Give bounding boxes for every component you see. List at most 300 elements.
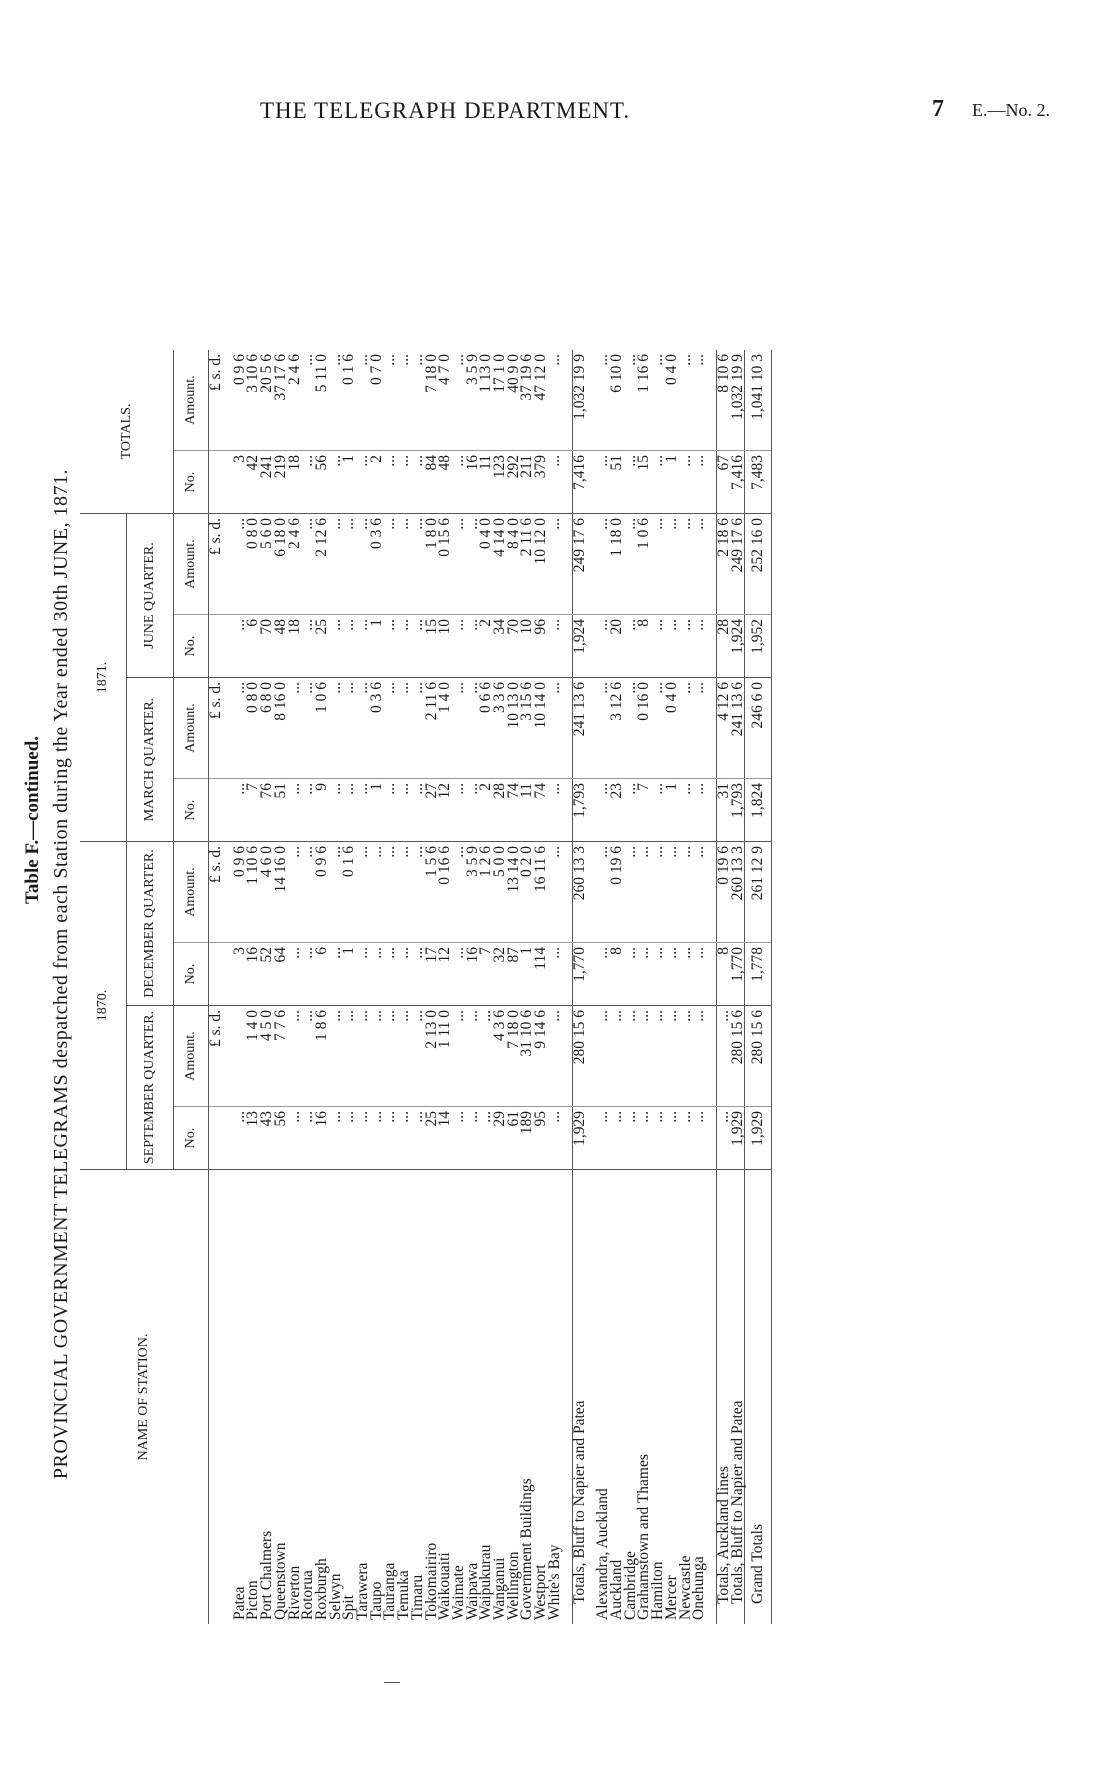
jun-no-cell: ... bbox=[383, 615, 397, 678]
dec-amt-cell: 260 13 3 bbox=[731, 842, 745, 943]
mar-amt-cell: 4 12 6 bbox=[716, 678, 730, 779]
mar-amt-cell: 3 15 6 bbox=[520, 678, 534, 779]
sep-no-cell: ... bbox=[301, 1107, 315, 1170]
sep-amt-cell: 31 10 6 bbox=[520, 1006, 534, 1107]
dec-amt-cell: ... bbox=[637, 842, 651, 943]
dec-amt-cell: ... bbox=[665, 842, 679, 943]
jun-no-cell: ... bbox=[624, 615, 638, 678]
station-name: Temuka bbox=[395, 1570, 413, 1620]
station-name: White's Bay bbox=[545, 1544, 563, 1620]
station-name: Tarawera bbox=[354, 1562, 372, 1620]
mar-no-cell: 9 bbox=[315, 779, 329, 842]
jun-no-cell: 34 bbox=[493, 615, 507, 678]
mar-no-cell: 1 bbox=[370, 779, 384, 842]
jun-amt-cell: 2 11 6 bbox=[520, 514, 534, 615]
sep-no-cell: ... bbox=[383, 1107, 397, 1170]
sep-no-cell: 14 bbox=[438, 1107, 452, 1170]
station-name: Mercer bbox=[662, 1575, 680, 1620]
sep-no-cell: ... bbox=[397, 1107, 411, 1170]
station-name: Waipukurau bbox=[477, 1544, 495, 1620]
sep-amt-cell: ... bbox=[679, 1006, 693, 1107]
station-name: Wellington bbox=[504, 1551, 522, 1620]
mar-amt-cell: ... bbox=[466, 678, 480, 779]
jun-amt-cell: 0 4 0 bbox=[479, 514, 493, 615]
station-name: Tauranga bbox=[381, 1562, 399, 1620]
table-row bbox=[397, 350, 411, 1624]
sep-no-cell: ... bbox=[610, 1107, 624, 1170]
tot-amt-cell: ... bbox=[548, 350, 562, 451]
tot-no-cell: 15 bbox=[637, 451, 651, 514]
dec-no-cell: 17 bbox=[425, 943, 439, 1006]
sep-no-cell: ... bbox=[679, 1107, 693, 1170]
mar-amt-cell: ... bbox=[651, 678, 665, 779]
jun-amt-cell: ... bbox=[651, 514, 665, 615]
sep-no-cell: 56 bbox=[274, 1107, 288, 1170]
jun-no-cell: ... bbox=[651, 615, 665, 678]
dec-amt-cell: ... bbox=[679, 842, 693, 943]
jun-no-cell: 18 bbox=[288, 615, 302, 678]
dec-amt-cell: ... bbox=[370, 842, 384, 943]
tot-amt-cell: 40 9 0 bbox=[507, 350, 521, 451]
tot-amt-cell: 1,041 10 3 bbox=[745, 350, 772, 451]
jun-amt-cell: 5 6 0 bbox=[260, 514, 274, 615]
sep-no-cell: ... bbox=[692, 1107, 706, 1170]
dec-no-cell: 32 bbox=[493, 943, 507, 1006]
jun-no-cell: 70 bbox=[507, 615, 521, 678]
tot-no-cell: 56 bbox=[315, 451, 329, 514]
tot-no-cell: 48 bbox=[438, 451, 452, 514]
header-no: No. bbox=[174, 615, 209, 678]
tot-amt-cell: 1,032 19 9 bbox=[731, 350, 745, 451]
station-name: Roxburgh bbox=[312, 1558, 330, 1620]
dec-no-cell: ... bbox=[452, 943, 466, 1006]
divider-dash bbox=[384, 1682, 400, 1683]
sep-amt-cell: ... bbox=[383, 1006, 397, 1107]
sep-no-cell: 25 bbox=[425, 1107, 439, 1170]
dec-no-cell: 16 bbox=[466, 943, 480, 1006]
mar-amt-cell: ... bbox=[679, 678, 693, 779]
jun-amt-cell: ... bbox=[665, 514, 679, 615]
sep-no-cell: ... bbox=[329, 1107, 343, 1170]
tot-no-cell: 51 bbox=[610, 451, 624, 514]
sep-no-cell: ... bbox=[288, 1107, 302, 1170]
mar-no-cell: ... bbox=[397, 779, 411, 842]
jun-amt-cell: 0 3 6 bbox=[370, 514, 384, 615]
dec-no-cell: 6 bbox=[315, 943, 329, 1006]
mar-amt-cell: ... bbox=[397, 678, 411, 779]
sep-no-cell: 1,929 bbox=[731, 1107, 745, 1170]
dec-amt-cell: 0 16 6 bbox=[438, 842, 452, 943]
mar-amt-cell: ... bbox=[342, 678, 356, 779]
dec-amt-cell: 260 13 3 bbox=[572, 842, 586, 943]
header-no: No. bbox=[174, 451, 209, 514]
jun-amt-cell: ... bbox=[397, 514, 411, 615]
mar-no-cell: 1,793 bbox=[731, 779, 745, 842]
jun-no-cell: 1 bbox=[370, 615, 384, 678]
mar-no-cell: 12 bbox=[438, 779, 452, 842]
jun-no-cell: ... bbox=[411, 615, 425, 678]
sep-amt-cell: ... bbox=[479, 1006, 493, 1107]
mar-no-cell: 11 bbox=[520, 779, 534, 842]
jun-amt-cell: ... bbox=[301, 514, 315, 615]
mar-amt-cell: 2 11 6 bbox=[425, 678, 439, 779]
mar-no-cell: ... bbox=[233, 779, 247, 842]
tot-amt-cell: 1 16 6 bbox=[637, 350, 651, 451]
sep-amt-cell: ... bbox=[411, 1006, 425, 1107]
mar-no-cell: 7 bbox=[637, 779, 651, 842]
tot-amt-cell: 5 11 0 bbox=[315, 350, 329, 451]
jun-amt-cell: 2 12 6 bbox=[315, 514, 329, 615]
jun-amt-cell: ... bbox=[233, 514, 247, 615]
table-row bbox=[452, 350, 466, 1624]
station-name: Newcastle bbox=[676, 1555, 694, 1620]
tot-amt-cell: 0 1 6 bbox=[342, 350, 356, 451]
jun-no-cell: ... bbox=[356, 615, 370, 678]
jun-no-cell: ... bbox=[397, 615, 411, 678]
mar-amt-cell: 246 6 0 bbox=[745, 678, 772, 779]
sep-no-cell: 43 bbox=[260, 1107, 274, 1170]
dec-amt-cell: ... bbox=[356, 842, 370, 943]
sep-amt-cell: ... bbox=[716, 1006, 730, 1107]
jun-amt-cell: 2 4 6 bbox=[288, 514, 302, 615]
dec-amt-cell: 4 6 0 bbox=[260, 842, 274, 943]
mar-no-cell: ... bbox=[288, 779, 302, 842]
sep-amt-cell: ... bbox=[637, 1006, 651, 1107]
dec-amt-cell: 14 16 0 bbox=[274, 842, 288, 943]
jun-amt-cell: ... bbox=[383, 514, 397, 615]
mar-no-cell: ... bbox=[329, 779, 343, 842]
sep-amt-cell: 280 15 6 bbox=[572, 1006, 586, 1107]
jun-no-cell: 25 bbox=[315, 615, 329, 678]
tot-no-cell: ... bbox=[692, 451, 706, 514]
sep-amt-cell: 4 3 6 bbox=[493, 1006, 507, 1107]
station-name: Cambridge bbox=[621, 1551, 639, 1620]
dec-amt-cell: 0 19 6 bbox=[716, 842, 730, 943]
table-row bbox=[370, 350, 384, 1624]
sep-no-cell: 1,929 bbox=[745, 1107, 772, 1170]
station-name: Auckland bbox=[607, 1559, 625, 1620]
dec-amt-cell: 1 5 6 bbox=[425, 842, 439, 943]
sep-no-cell: ... bbox=[624, 1107, 638, 1170]
mar-no-cell: ... bbox=[651, 779, 665, 842]
mar-amt-cell: ... bbox=[548, 678, 562, 779]
sep-no-cell: ... bbox=[665, 1107, 679, 1170]
table-row bbox=[438, 350, 452, 1624]
mar-amt-cell: ... bbox=[624, 678, 638, 779]
station-name: Port Chalmers bbox=[258, 1530, 276, 1620]
mar-no-cell: ... bbox=[452, 779, 466, 842]
header-jun-quarter: JUNE QUARTER. bbox=[127, 514, 174, 678]
sep-amt-cell: ... bbox=[288, 1006, 302, 1107]
tot-amt-cell: 1,032 19 9 bbox=[572, 350, 586, 451]
table-row bbox=[692, 350, 706, 1624]
tot-amt-cell: 17 1 0 bbox=[493, 350, 507, 451]
jun-no-cell: 70 bbox=[260, 615, 274, 678]
mar-amt-cell: ... bbox=[452, 678, 466, 779]
station-name: Rotorua bbox=[299, 1570, 317, 1620]
table-row bbox=[665, 350, 679, 1624]
dec-amt-cell: 0 9 6 bbox=[233, 842, 247, 943]
mar-amt-cell: 0 16 0 bbox=[637, 678, 651, 779]
mar-amt-cell: ... bbox=[383, 678, 397, 779]
sep-amt-cell: 1 11 0 bbox=[438, 1006, 452, 1107]
station-name: Tokomairiro bbox=[422, 1542, 440, 1620]
jun-amt-cell: 1 8 0 bbox=[425, 514, 439, 615]
mar-no-cell: ... bbox=[596, 779, 610, 842]
document-reference: E.—No. 2. bbox=[972, 100, 1050, 120]
tot-no-cell: ... bbox=[651, 451, 665, 514]
sep-amt-cell: ... bbox=[356, 1006, 370, 1107]
header-no: No. bbox=[174, 1107, 209, 1170]
jun-no-cell: 2 bbox=[479, 615, 493, 678]
dec-no-cell: ... bbox=[679, 943, 693, 1006]
tot-no-cell: 379 bbox=[534, 451, 548, 514]
tot-no-cell: 7,416 bbox=[731, 451, 745, 514]
jun-amt-cell: 249 17 6 bbox=[731, 514, 745, 615]
jun-no-cell: ... bbox=[596, 615, 610, 678]
dec-amt-cell: ... bbox=[397, 842, 411, 943]
station-name: Totals, Auckland lines bbox=[716, 1170, 730, 1625]
tot-no-cell: 3 bbox=[233, 451, 247, 514]
sep-no-cell: ... bbox=[342, 1107, 356, 1170]
station-name: Government Buildings bbox=[518, 1478, 536, 1620]
jun-amt-cell: 2 18 6 bbox=[716, 514, 730, 615]
tot-amt-cell: ... bbox=[452, 350, 466, 451]
mar-amt-cell: ... bbox=[301, 678, 315, 779]
tot-no-cell: 11 bbox=[479, 451, 493, 514]
header-amount: Amount. bbox=[174, 678, 209, 779]
sep-amt-cell: 7 7 6 bbox=[274, 1006, 288, 1107]
currency-label: £ s. d. bbox=[209, 1006, 223, 1107]
header-totals: TOTALS. bbox=[80, 350, 174, 514]
station-name: Alexandra, Auckland bbox=[594, 1488, 612, 1620]
tot-amt-cell: 3 5 9 bbox=[466, 350, 480, 451]
jun-amt-cell: 4 14 0 bbox=[493, 514, 507, 615]
dec-no-cell: ... bbox=[397, 943, 411, 1006]
sep-amt-cell: ... bbox=[651, 1006, 665, 1107]
dec-no-cell: 52 bbox=[260, 943, 274, 1006]
table-row bbox=[610, 350, 624, 1624]
table-row bbox=[342, 350, 356, 1624]
tot-amt-cell: 0 4 0 bbox=[665, 350, 679, 451]
sep-no-cell: ... bbox=[716, 1107, 730, 1170]
dec-no-cell: ... bbox=[637, 943, 651, 1006]
mar-no-cell: 28 bbox=[493, 779, 507, 842]
station-name: Grahamstown and Thames bbox=[635, 1454, 653, 1620]
tot-amt-cell: ... bbox=[651, 350, 665, 451]
dec-no-cell: ... bbox=[383, 943, 397, 1006]
station-name: Hamilton bbox=[649, 1561, 667, 1620]
jun-no-cell: ... bbox=[342, 615, 356, 678]
mar-amt-cell: 241 13 6 bbox=[572, 678, 586, 779]
mar-no-cell: 1 bbox=[665, 779, 679, 842]
station-name: Selwyn bbox=[326, 1573, 344, 1620]
tot-no-cell: ... bbox=[329, 451, 343, 514]
station-name: Riverton bbox=[285, 1565, 303, 1620]
header-no: No. bbox=[174, 943, 209, 1006]
jun-no-cell: 96 bbox=[534, 615, 548, 678]
tot-amt-cell: 7 18 0 bbox=[425, 350, 439, 451]
mar-amt-cell: 0 6 6 bbox=[479, 678, 493, 779]
sep-amt-cell: 1 8 6 bbox=[315, 1006, 329, 1107]
header-year-1871: 1871. bbox=[80, 514, 127, 842]
sep-amt-cell: ... bbox=[610, 1006, 624, 1107]
dec-amt-cell: ... bbox=[329, 842, 343, 943]
jun-amt-cell: 1 18 0 bbox=[610, 514, 624, 615]
jun-amt-cell: 249 17 6 bbox=[572, 514, 586, 615]
sep-amt-cell: 280 15 6 bbox=[745, 1006, 772, 1107]
mar-no-cell: 74 bbox=[534, 779, 548, 842]
tot-amt-cell: 4 7 0 bbox=[438, 350, 452, 451]
sep-no-cell: ... bbox=[233, 1107, 247, 1170]
station-name: Taupo bbox=[367, 1581, 385, 1620]
sep-no-cell: ... bbox=[452, 1107, 466, 1170]
dec-no-cell: 8 bbox=[610, 943, 624, 1006]
dec-no-cell: 87 bbox=[507, 943, 521, 1006]
tot-amt-cell: 37 17 6 bbox=[274, 350, 288, 451]
mar-amt-cell: 10 13 0 bbox=[507, 678, 521, 779]
tot-amt-cell: 2 4 6 bbox=[288, 350, 302, 451]
tot-amt-cell: 3 10 6 bbox=[246, 350, 260, 451]
sep-amt-cell: ... bbox=[397, 1006, 411, 1107]
dec-no-cell: 1 bbox=[520, 943, 534, 1006]
dec-no-cell: ... bbox=[548, 943, 562, 1006]
mar-no-cell: ... bbox=[383, 779, 397, 842]
jun-no-cell: 1,924 bbox=[572, 615, 586, 678]
sep-amt-cell: 2 13 0 bbox=[425, 1006, 439, 1107]
mar-no-cell: 31 bbox=[716, 779, 730, 842]
dec-no-cell: 3 bbox=[233, 943, 247, 1006]
station-name: Waimate bbox=[449, 1565, 467, 1620]
table-label: Table F.—continued. bbox=[22, 735, 43, 904]
header-year-1870: 1870. bbox=[80, 842, 127, 1170]
jun-no-cell: ... bbox=[692, 615, 706, 678]
dec-no-cell: 8 bbox=[716, 943, 730, 1006]
station-name: Westport bbox=[532, 1564, 550, 1620]
header-amount: Amount. bbox=[174, 350, 209, 451]
table-row bbox=[329, 350, 343, 1624]
dec-no-cell: 12 bbox=[438, 943, 452, 1006]
tot-no-cell: 2 bbox=[370, 451, 384, 514]
tot-amt-cell: 0 9 6 bbox=[233, 350, 247, 451]
sep-no-cell: ... bbox=[466, 1107, 480, 1170]
dec-amt-cell: 3 5 9 bbox=[466, 842, 480, 943]
station-name: Totals, Bluff to Napier and Patea bbox=[572, 1170, 586, 1625]
tot-no-cell: ... bbox=[383, 451, 397, 514]
mar-amt-cell: 0 3 6 bbox=[370, 678, 384, 779]
tot-no-cell: 84 bbox=[425, 451, 439, 514]
currency-label: £ s. d. bbox=[209, 842, 223, 943]
jun-no-cell: 1,952 bbox=[745, 615, 772, 678]
sep-amt-cell: ... bbox=[548, 1006, 562, 1107]
currency-label: £ s. d. bbox=[209, 514, 223, 615]
sep-no-cell: 29 bbox=[493, 1107, 507, 1170]
jun-amt-cell: ... bbox=[692, 514, 706, 615]
jun-no-cell: 8 bbox=[637, 615, 651, 678]
dec-no-cell: ... bbox=[692, 943, 706, 1006]
jun-no-cell: 10 bbox=[520, 615, 534, 678]
tot-no-cell: ... bbox=[356, 451, 370, 514]
mar-no-cell: ... bbox=[356, 779, 370, 842]
jun-no-cell: ... bbox=[301, 615, 315, 678]
page-number: 7 bbox=[932, 96, 944, 122]
currency-row bbox=[209, 350, 223, 1624]
mar-amt-cell: ... bbox=[233, 678, 247, 779]
dec-no-cell: 16 bbox=[246, 943, 260, 1006]
dec-amt-cell: 1 10 6 bbox=[246, 842, 260, 943]
tot-amt-cell: 8 10 6 bbox=[716, 350, 730, 451]
sep-amt-cell: ... bbox=[452, 1006, 466, 1107]
dec-amt-cell: 261 12 9 bbox=[745, 842, 772, 943]
tot-no-cell: 7,416 bbox=[572, 451, 586, 514]
jun-amt-cell: 0 8 0 bbox=[246, 514, 260, 615]
table-row bbox=[383, 350, 397, 1624]
station-name: Patea bbox=[230, 1586, 248, 1620]
dec-amt-cell: 0 9 6 bbox=[315, 842, 329, 943]
tot-no-cell: 219 bbox=[274, 451, 288, 514]
dec-no-cell: ... bbox=[370, 943, 384, 1006]
mar-no-cell: ... bbox=[692, 779, 706, 842]
mar-no-cell: 7 bbox=[246, 779, 260, 842]
tot-amt-cell: ... bbox=[679, 350, 693, 451]
mar-amt-cell: 8 16 0 bbox=[274, 678, 288, 779]
mar-no-cell: ... bbox=[466, 779, 480, 842]
mar-amt-cell: ... bbox=[596, 678, 610, 779]
page-title: THE TELEGRAPH DEPARTMENT. bbox=[260, 98, 631, 123]
dec-amt-cell: ... bbox=[692, 842, 706, 943]
tot-no-cell: 7,483 bbox=[745, 451, 772, 514]
totals-row bbox=[572, 350, 586, 1624]
mar-amt-cell: ... bbox=[288, 678, 302, 779]
tot-no-cell: ... bbox=[397, 451, 411, 514]
station-name: Totals, Bluff to Napier and Patea bbox=[728, 1400, 746, 1604]
dec-amt-cell: ... bbox=[596, 842, 610, 943]
mar-amt-cell: ... bbox=[411, 678, 425, 779]
tot-amt-cell: 47 12 0 bbox=[534, 350, 548, 451]
mar-amt-cell: 3 3 6 bbox=[493, 678, 507, 779]
jun-amt-cell: ... bbox=[342, 514, 356, 615]
dec-no-cell: ... bbox=[329, 943, 343, 1006]
tot-amt-cell: 1 13 0 bbox=[479, 350, 493, 451]
station-name: Wanganui bbox=[491, 1557, 509, 1620]
dec-amt-cell: ... bbox=[624, 842, 638, 943]
sep-amt-cell: 4 5 0 bbox=[260, 1006, 274, 1107]
jun-amt-cell: ... bbox=[329, 514, 343, 615]
dec-no-cell: 7 bbox=[479, 943, 493, 1006]
station-name: Queenstown bbox=[271, 1542, 289, 1620]
jun-no-cell: ... bbox=[679, 615, 693, 678]
jun-amt-cell: ... bbox=[596, 514, 610, 615]
jun-amt-cell: ... bbox=[466, 514, 480, 615]
jun-no-cell: ... bbox=[548, 615, 562, 678]
mar-no-cell: 51 bbox=[274, 779, 288, 842]
dec-no-cell: ... bbox=[288, 943, 302, 1006]
mar-no-cell: 1,824 bbox=[745, 779, 772, 842]
station-name: Picton bbox=[244, 1580, 262, 1620]
tot-no-cell: 18 bbox=[288, 451, 302, 514]
dec-no-cell: ... bbox=[301, 943, 315, 1006]
dec-no-cell: ... bbox=[624, 943, 638, 1006]
mar-amt-cell: ... bbox=[356, 678, 370, 779]
totals-row bbox=[731, 350, 745, 1624]
header-mar-quarter: MARCH QUARTER. bbox=[127, 678, 174, 842]
dec-amt-cell: 16 11 6 bbox=[534, 842, 548, 943]
sep-no-cell: 1,929 bbox=[572, 1107, 586, 1170]
sep-amt-cell: ... bbox=[301, 1006, 315, 1107]
tot-amt-cell: 6 10 0 bbox=[610, 350, 624, 451]
dec-amt-cell: ... bbox=[548, 842, 562, 943]
sep-amt-cell: 280 15 6 bbox=[731, 1006, 745, 1107]
